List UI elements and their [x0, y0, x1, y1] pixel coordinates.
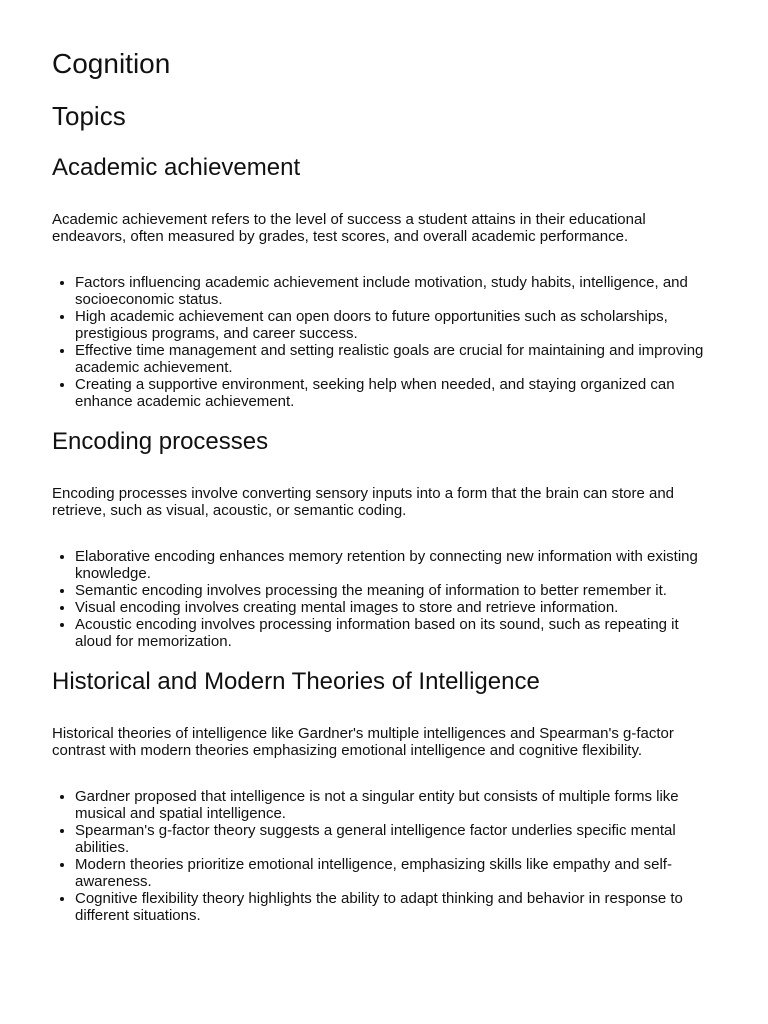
topics-heading: Topics [52, 101, 126, 131]
bullet-list [52, 788, 716, 924]
list-item: • Elaborative encoding enhances memory retention by connecting new information with existing knowledge. [75, 548, 716, 582]
list-item: • Gardner proposed that intelligence is not a singular entity but consists of multiple forms like musical and spatial intelligence. [75, 788, 716, 822]
list-item: • Acoustic encoding involves processing information based on its sound, such as repeating it aloud for memorization. [75, 616, 716, 650]
section-heading: Academic achievement [52, 154, 301, 181]
section-intro: Historical theories of intelligence like Gardner's multiple intelligences and Spearman's g-factor contrast with modern theories emphasizing emotional intelligence and cognitive flexibility. [52, 725, 674, 759]
list-item: • Spearman's g-factor theory suggests a general intelligence factor underlies specific mental abilities. [75, 822, 716, 856]
section-heading: Historical and Modern Theories of Intelligence [52, 668, 540, 695]
list-item: • High academic achievement can open doors to future opportunities such as scholarships, prestigious programs, and career success. [75, 308, 716, 342]
list-item: • Cognitive flexibility theory highlights the ability to adapt thinking and behavior in response to different situations. [75, 890, 716, 924]
page-title: Cognition [52, 48, 171, 79]
section-intro: Academic achievement refers to the level of success a student attains in their educational endeavors, often measured by grades, test scores, and overall academic performance. [52, 211, 646, 245]
section-encoding-processes [52, 425, 716, 650]
section-academic-achievement [52, 151, 716, 410]
list-item: • Semantic encoding involves processing the meaning of information to better remember it. [75, 582, 716, 599]
list-item: • Modern theories prioritize emotional intelligence, emphasizing skills like empathy and self-awareness. [75, 856, 716, 890]
section-intro: Encoding processes involve converting sensory inputs into a form that the brain can store and retrieve, such as visual, acoustic, or semantic coding. [52, 485, 675, 519]
list-item: • Effective time management and setting realistic goals are crucial for maintaining and improving academic achievement. [75, 342, 716, 376]
section-theories-of-intelligence [52, 665, 716, 924]
bullet-list [52, 548, 716, 650]
list-item: • Visual encoding involves creating mental images to store and retrieve information. [75, 599, 716, 616]
section-heading: Encoding processes [52, 428, 269, 455]
list-item: • Creating a supportive environment, seeking help when needed, and staying organized can enhance academic achievement. [75, 376, 716, 410]
list-item: • Factors influencing academic achievement include motivation, study habits, intelligence, and socioeconomic status. [75, 274, 716, 308]
bullet-list [52, 274, 716, 410]
